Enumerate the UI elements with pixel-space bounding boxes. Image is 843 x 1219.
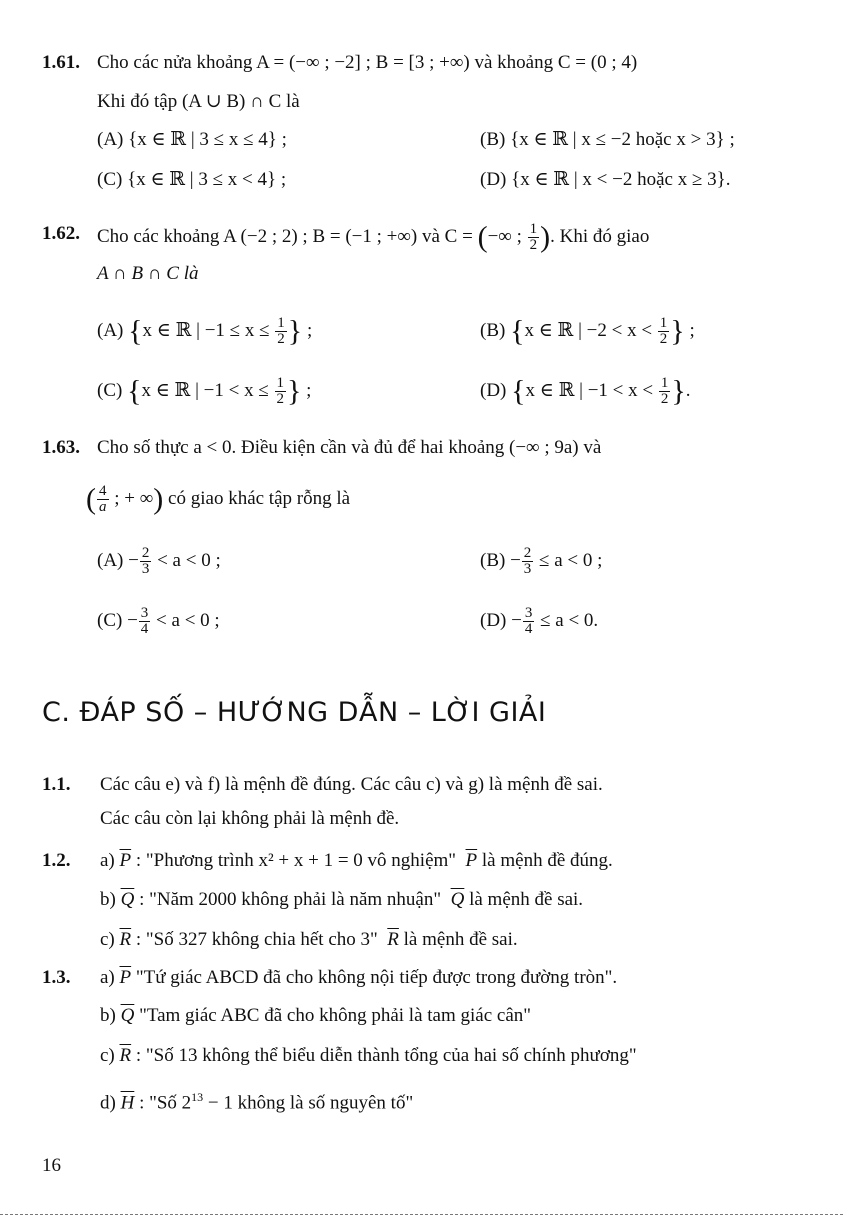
set-condition: x ∈ ℝ | −1 < x < bbox=[525, 379, 654, 401]
option-b: (B) {x ∈ ℝ | x ≤ −2 hoặc x > 3} ; bbox=[480, 129, 735, 150]
fraction-half: $\frac{1}{2}$ bbox=[660, 375, 669, 407]
brace-close: } bbox=[287, 314, 303, 348]
fraction-half: $\frac{1}{2}$ bbox=[529, 221, 538, 253]
answer-number: 1.1. bbox=[42, 774, 71, 795]
option-b: (B) {x ∈ ℝ | −2 < x < $\frac{1}{2}$ } ; bbox=[480, 314, 695, 348]
option-d: (D) {x ∈ ℝ | x < −2 hoặc x ≥ 3}. bbox=[480, 169, 731, 190]
answer-part-a: a) $\overline{P}$ "Tứ giác ABCD đã cho không nội tiếp được trong đường tròn". bbox=[100, 967, 618, 988]
option-c: (C) {x ∈ ℝ | 3 ≤ x < 4} ; bbox=[97, 169, 287, 190]
section-title: C. ĐÁP SỐ – HƯỚNG DẪN – LỜI GIẢI bbox=[42, 697, 547, 728]
option-label: (C) bbox=[97, 379, 123, 401]
problem-number: 1.61. bbox=[42, 52, 80, 73]
fraction-4-over-a: $\frac{4}{a}$ bbox=[99, 483, 107, 515]
brace-close: } bbox=[671, 374, 686, 408]
paren-close: ) bbox=[153, 482, 164, 516]
answer-text: Các câu còn lại không phải là mệnh đề. bbox=[100, 808, 400, 829]
stem-text: có giao khác tập rỗng là bbox=[168, 487, 351, 509]
problem-number: 1.63. bbox=[42, 437, 80, 458]
option-d: (D) − $\frac{3}{4}$ ≤ a < 0. bbox=[480, 605, 599, 637]
problem-number: 1.62. bbox=[42, 223, 80, 244]
brace-close: } bbox=[287, 374, 302, 408]
problem-stem: Cho số thực a < 0. Điều kiện cần và đủ để hai khoảng (−∞ ; 9a) và bbox=[97, 437, 602, 458]
brace-close: } bbox=[670, 314, 685, 348]
page-edge-divider bbox=[0, 1214, 843, 1215]
option-label: (A) bbox=[97, 319, 124, 341]
answer-number: 1.3. bbox=[42, 967, 71, 988]
option-a: (A) {x ∈ ℝ | 3 ≤ x ≤ 4} ; bbox=[97, 129, 287, 150]
set-c: −∞ ; bbox=[487, 225, 522, 247]
option-label: (B) bbox=[480, 319, 506, 341]
brace-open: { bbox=[128, 314, 143, 348]
option-a: (A) − $\frac{2}{3}$ < a < 0 ; bbox=[97, 545, 221, 577]
stem-text-end: . Khi đó giao bbox=[550, 225, 650, 247]
brace-open: { bbox=[127, 374, 142, 408]
option-label: (D) bbox=[480, 379, 507, 401]
brace-open: { bbox=[511, 374, 526, 408]
option-c: (C) − $\frac{3}{4}$ < a < 0 ; bbox=[97, 605, 220, 637]
fraction-half: $\frac{1}{2}$ bbox=[276, 375, 285, 407]
paren-open: ( bbox=[86, 482, 96, 516]
page-number: 16 bbox=[42, 1155, 61, 1176]
option-b: (B) − $\frac{2}{3}$ ≤ a < 0 ; bbox=[480, 545, 603, 577]
paren-close: ) bbox=[540, 220, 551, 254]
answer-part-c: c) $\overline{R}$ : "Số 327 không chia hết cho 3" $\overline{R}$ là mệnh đề sai. bbox=[100, 929, 518, 950]
set-condition: x ∈ ℝ | −1 < x ≤ bbox=[141, 379, 269, 401]
problem-stem bbox=[86, 484, 350, 515]
set-condition: x ∈ ℝ | −2 < x < bbox=[524, 319, 653, 341]
problem-stem: Khi đó tập (A ∪ B) ∩ C là bbox=[97, 91, 300, 112]
problem-stem: A ∩ B ∩ C là bbox=[97, 263, 199, 284]
fraction-half: $\frac{1}{2}$ bbox=[277, 315, 285, 347]
answer-part-b: b) $\overline{Q}$ : "Năm 2000 không phải là năm nhuận" $\overline{Q}$ là mệnh đề sai. bbox=[100, 889, 584, 910]
answer-part-d: d) $\overline{H}$ : "Số $2^{13} - 1$ không là số nguyên tố" bbox=[100, 1090, 414, 1114]
answer-part-a: a) $\overline{P}$ : "Phương trình x² + x + 1 = 0 vô nghiệm" $\overline{P}$ là mệnh đề đúng. bbox=[100, 850, 613, 871]
option-d: (D) {x ∈ ℝ | −1 < x < $\frac{1}{2}$ }. bbox=[480, 374, 691, 408]
answer-number: 1.2. bbox=[42, 850, 71, 871]
set-condition: x ∈ ℝ | −1 ≤ x ≤ bbox=[142, 319, 270, 341]
option-a: (A) {x ∈ ℝ | −1 ≤ x ≤ $\frac{1}{2}$ } ; bbox=[97, 314, 313, 348]
answer-part-c: c) $\overline{R}$ : "Số 13 không thể biểu diễn thành tổng của hai số chính phương" bbox=[100, 1045, 637, 1066]
stem-text: Cho các khoảng A (−2 ; 2) ; B = (−1 ; +∞) và C = bbox=[97, 225, 473, 247]
brace-open: { bbox=[510, 314, 525, 348]
problem-stem bbox=[97, 222, 649, 253]
answer-part-b: b) $\overline{Q}$ "Tam giác ABC đã cho không phải là tam giác cân" bbox=[100, 1005, 532, 1026]
interval-end: ; + ∞ bbox=[114, 487, 154, 509]
option-c: (C) {x ∈ ℝ | −1 < x ≤ $\frac{1}{2}$ } ; bbox=[97, 374, 312, 408]
problem-stem: Cho các nửa khoảng A = (−∞ ; −2] ; B = [3 ; +∞) và khoảng C = (0 ; 4) bbox=[97, 52, 638, 73]
paren-open: ( bbox=[477, 220, 488, 254]
answer-text: Các câu e) và f) là mệnh đề đúng. Các câu c) và g) là mệnh đề sai. bbox=[100, 774, 603, 795]
fraction-half: $\frac{1}{2}$ bbox=[659, 315, 668, 347]
